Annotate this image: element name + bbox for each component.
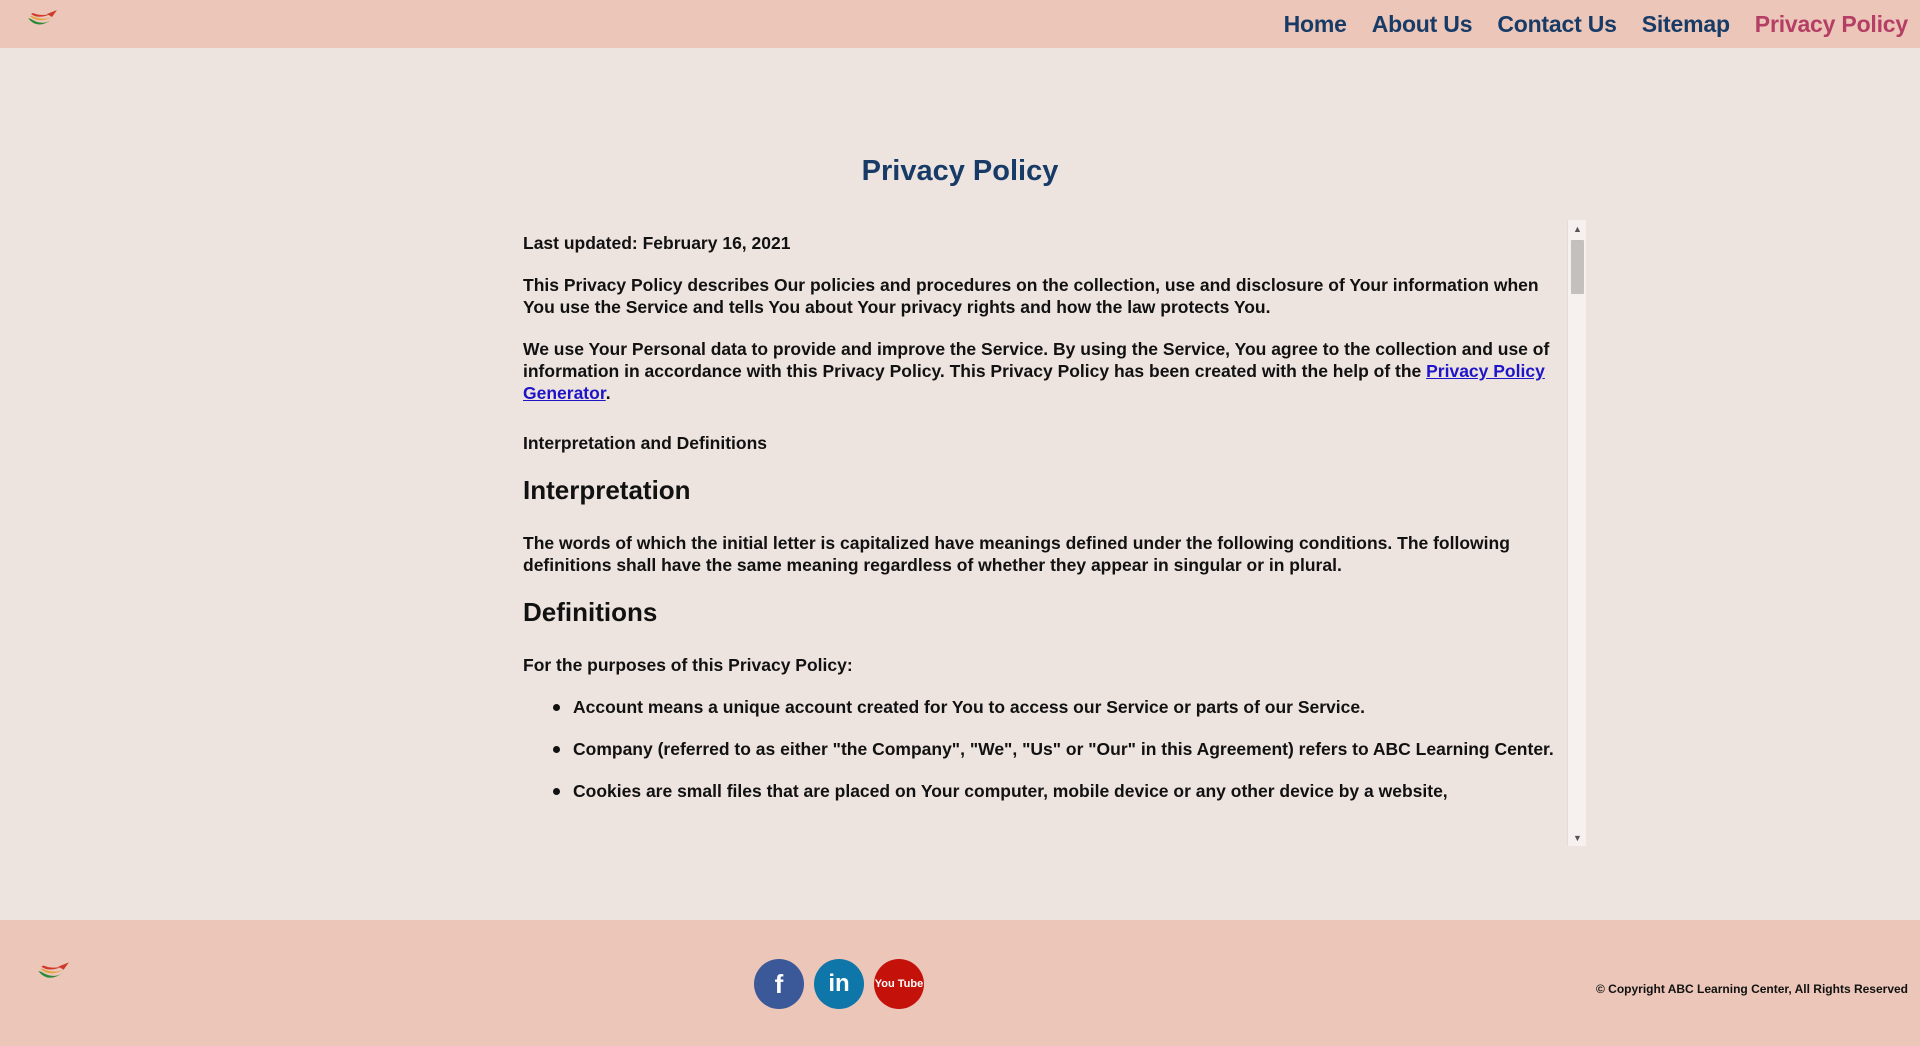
list-item: Cookies are small files that are placed on Your computer, mobile device or any other device by a website, [553,780,1563,802]
site-header [0,0,1920,48]
copyright-text: © Copyright ABC Learning Center, All Rights Reserved [1596,982,1908,996]
interpretation-heading: Interpretation [523,475,691,505]
brand-logo-icon[interactable] [35,960,71,988]
linkedin-icon[interactable]: in [814,959,864,1009]
nav-privacy-policy[interactable]: Privacy Policy [1754,10,1908,37]
policy-intro-2-end: . [605,383,611,403]
scroll-down-arrow-icon[interactable]: ▼ [1573,832,1582,843]
list-item: Account means a unique account created for You to access our Service or parts of our Service. [553,696,1563,718]
list-item: Company (referred to as either "the Company", "We", "Us" or "Our" in this Agreement) refers to ABC Learning Center. [553,738,1563,760]
definitions-heading: Definitions [523,597,658,627]
privacy-policy-generator-link[interactable]: Privacy Policy Generator [523,361,1545,403]
scroll-up-arrow-icon[interactable]: ▲ [1573,223,1582,234]
policy-frame[interactable] [521,220,1586,846]
youtube-icon[interactable]: You Tube [874,959,924,1009]
section-heading: Interpretation and Definitions [523,433,768,453]
page-title: Privacy Policy [861,155,1059,187]
policy-intro-2 [523,338,1563,404]
policy-intro-1: This Privacy Policy describes Our policies and procedures on the collection, use and disclosure of Your information when You use the Service and tells You about Your privacy rights and how the law protects You. [523,275,1539,317]
definitions-list [523,696,1563,802]
scroll-thumb[interactable] [1571,240,1584,294]
policy-content [523,232,1563,822]
interpretation-text: The words of which the initial letter is capitalized have meanings defined under the following conditions. The following definitions shall have the same meaning regardless of whether they appear in singular or in plural. [523,533,1510,575]
social-links [754,959,924,1009]
nav-sitemap[interactable]: Sitemap [1641,10,1730,37]
nav-contact-us[interactable]: Contact Us [1497,10,1617,37]
facebook-icon[interactable]: f [754,959,804,1009]
nav-about-us[interactable]: About Us [1371,10,1473,37]
main-nav [1259,0,1908,48]
site-footer [0,920,1920,1046]
last-updated: Last updated: February 16, 2021 [523,233,791,253]
brand-logo-icon[interactable] [25,8,59,34]
policy-scrollbar[interactable] [1567,220,1586,846]
nav-home[interactable]: Home [1283,10,1347,37]
definitions-intro: For the purposes of this Privacy Policy: [523,655,853,675]
policy-intro-2-text: We use Your Personal data to provide and improve the Service. By using the Service, You agree to the collection and use of information in accordance with this Privacy Policy. This Privacy Policy has been created with the help of the [523,339,1550,381]
